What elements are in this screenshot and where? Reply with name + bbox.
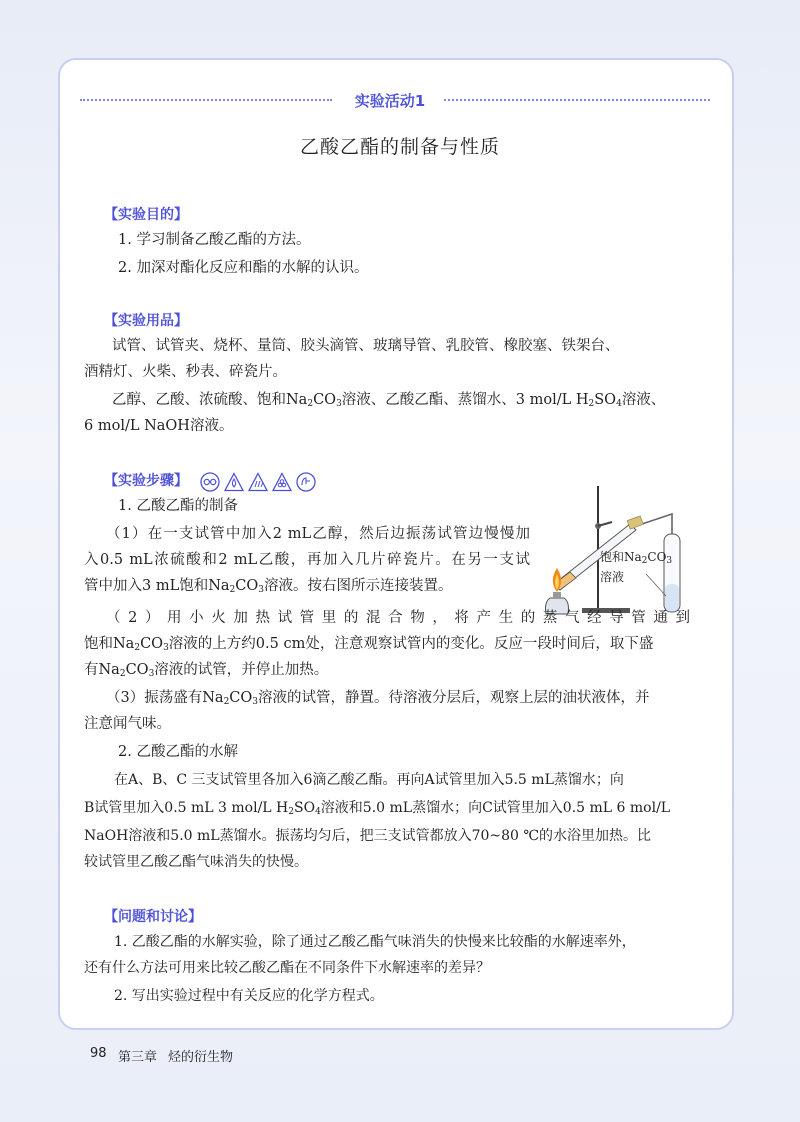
section-heading-materials: 【实验用品】	[104, 313, 188, 329]
step2-line-2: 饱和$Na_2CO_3$溶液的上方约0.5 cm处，注意观察试管内的变化。反应一段时间后，取下盛	[84, 636, 654, 653]
flame-warning-icon	[224, 472, 244, 492]
purpose-item-1: 1. 学习制备乙酸乙酯的方法。	[118, 232, 311, 248]
apparatus-label-solution-2: 溶液	[600, 570, 625, 584]
discussion-q1-line-2: 还有什么方法可用来比较乙酸乙酯在不同条件下水解速率的差异？	[84, 960, 490, 976]
hydrolysis-line-3: NaOH溶液和5.0 mL蒸馏水。振荡均匀后，把三支试管都放入70~80 ℃的水浴里加热。比	[84, 828, 652, 844]
activity-header	[80, 90, 710, 110]
step1-line-2: 入0.5 mL浓硫酸和2 mL乙酸，再加入几片碎瓷片。在另一支试	[84, 552, 530, 568]
steps-subheading-2: 2. 乙酸乙酯的水解	[118, 744, 238, 760]
header-dotted-line-left	[80, 99, 332, 101]
step2-line-3: 有$Na_2CO_3$溶液的试管，并停止加热。	[84, 662, 329, 679]
step3-line-2: 注意闻气味。	[84, 716, 171, 732]
page-title: 乙酸乙酯的制备与性质	[299, 136, 500, 158]
section-heading-purpose: 【实验目的】	[104, 207, 188, 223]
discussion-q1-line-1: 1. 乙酸乙酯的水解实验，除了通过乙酸乙酯气味消失的快慢来比较酯的水解速率外，	[114, 934, 636, 950]
apparatus-label-solution: 饱和$Na_2CO_3$	[600, 550, 673, 566]
footer-chapter-title: 烃的衍生物	[168, 1050, 234, 1065]
materials-line-3: 乙醇、乙酸、浓硫酸、饱和$Na_2CO_3$溶液、乙酸乙酯、蒸馏水、3 mol/L $H_2SO_4$溶液、	[112, 392, 666, 409]
activity-title: 实验活动1	[354, 92, 426, 110]
footer-chapter: 第三章	[118, 1050, 158, 1065]
materials-line-1: 试管、试管夹、烧杯、量筒、胶头滴管、玻璃导管、乳胶管、橡胶塞、铁架台、	[112, 338, 620, 354]
step3-line-1: （3）振荡盛有$Na_2CO_3$溶液的试管，静置。待溶液分层后，观察上层的油状液体，并	[106, 690, 650, 707]
hydrolysis-line-1: 在A、B、C 三支试管里各加入6滴乙酸乙酯。再向A试管里加入5.5 mL蒸馏水；向	[114, 772, 624, 788]
materials-line-2: 酒精灯、火柴、秒表、碎瓷片。	[84, 364, 287, 380]
section-heading-discussion: 【问题和讨论】	[104, 909, 202, 925]
step1-line-3: 管中加入3 mL饱和$Na_2CO_3$溶液。按右图所示连接装置。	[84, 578, 453, 595]
hydrolysis-line-2: B试管里加入0.5 mL 3 mol/L $H_2SO_4$溶液和5.0 mL蒸馏水；向C试管里加入0.5 mL 6 mol/L	[84, 800, 671, 817]
hand-wash-icon	[296, 472, 316, 492]
materials-line-4: 6 mol/L NaOH溶液。	[84, 418, 234, 434]
page-number: 98	[90, 1046, 107, 1061]
header-dotted-line-right	[444, 99, 710, 101]
section-heading-steps: 【实验步骤】	[104, 473, 188, 489]
step2-line-1: （2）用小火加热试管里的混合物，将产生的蒸气经导管通到	[106, 610, 690, 626]
goggles-icon	[200, 472, 220, 492]
steps-subheading-1: 1. 乙酸乙酯的制备	[118, 498, 238, 514]
heat-warning-icon	[248, 472, 268, 492]
corrosive-warning-icon	[272, 472, 292, 492]
hydrolysis-line-4: 较试管里乙酸乙酯气味消失的快慢。	[84, 854, 308, 870]
discussion-q2: 2. 写出实验过程中有关反应的化学方程式。	[114, 988, 384, 1004]
step1-line-1: （1）在一支试管中加入2 mL乙醇，然后边振荡试管边慢慢加	[106, 526, 530, 542]
purpose-item-2: 2. 加深对酯化反应和酯的水解的认识。	[118, 260, 369, 276]
